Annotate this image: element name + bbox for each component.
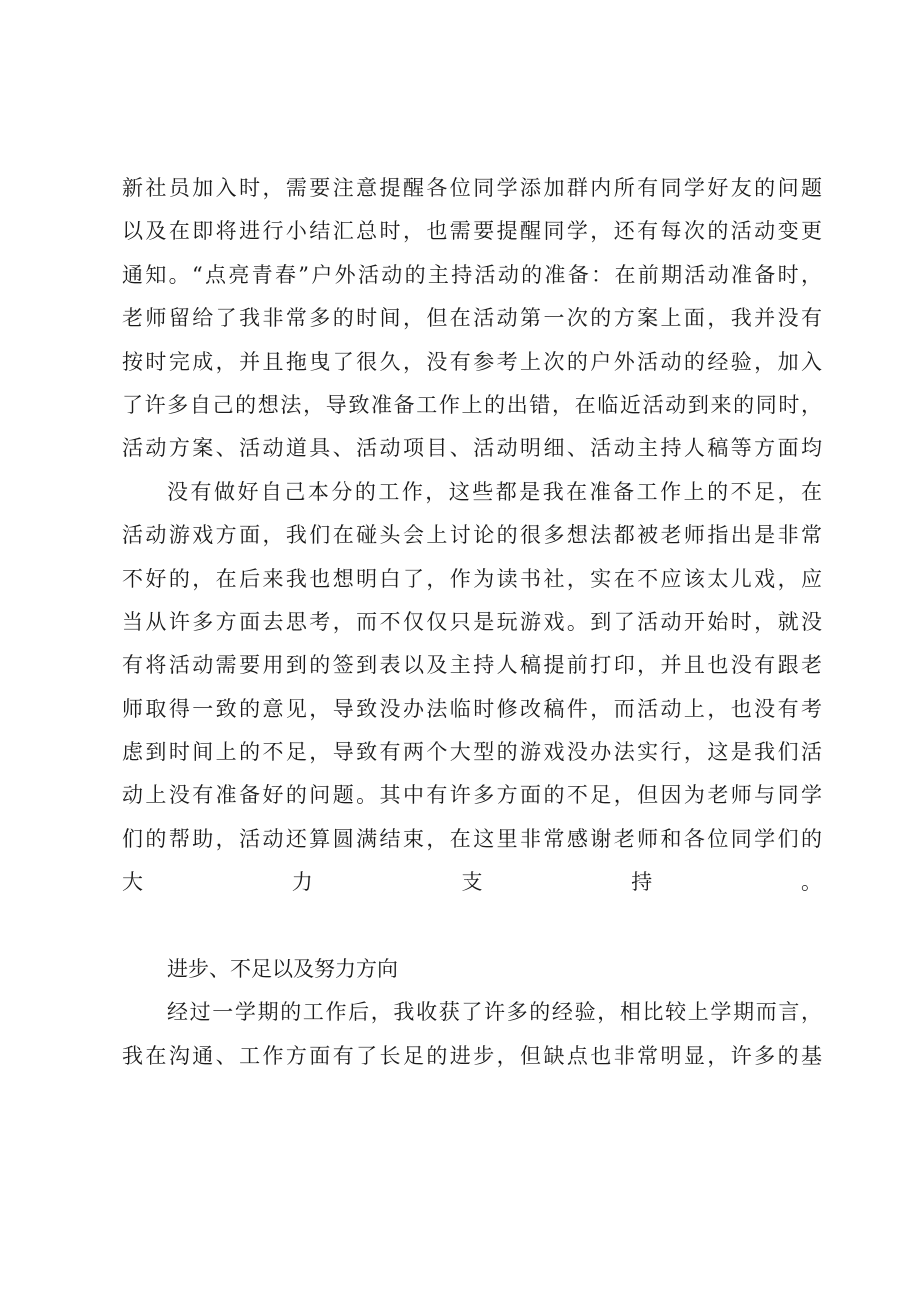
text-line: 我在沟通、工作方面有了长足的进步，但缺点也非常明显，许多的基 (122, 1043, 822, 1068)
text-line: 活动方案、活动道具、活动项目、活动明细、活动主持人稿等方面均 (122, 436, 822, 461)
text-line: 不好的，在后来我也想明白了，作为读书社，实在不应该太儿戏，应 (122, 566, 822, 591)
paragraph-2 (122, 471, 822, 948)
text-line: 按时完成，并且拖曳了很久，没有参考上次的户外活动的经验，加入 (122, 349, 822, 374)
text-line (122, 905, 822, 948)
text-line: 们的帮助，活动还算圆满结束，在这里非常感谢老师和各位同学们的 (122, 826, 822, 851)
text-line: 虑到时间上的不足，导致有两个大型的游戏没办法实行，这是我们活 (122, 740, 822, 765)
text-line: 有将活动需要用到的签到表以及主持人稿提前打印，并且也没有跟老 (122, 653, 822, 678)
text-line: 经过一学期的工作后，我收获了许多的经验，相比较上学期而言， (167, 1000, 822, 1025)
text-line: 活动游戏方面，我们在碰头会上讨论的很多想法都被老师指出是非常 (122, 523, 822, 548)
text-line: 了许多自己的想法，导致准备工作上的出错，在临近活动到来的同时， (122, 392, 822, 417)
paragraph-1 (122, 167, 822, 471)
paragraph-4 (122, 991, 822, 1078)
text-line: 老师留给了我非常多的时间，但在活动第一次的方案上面，我并没有 (122, 306, 822, 331)
document-body (122, 167, 822, 1078)
text-line: 当从许多方面去思考，而不仅仅只是玩游戏。到了活动开始时，就没 (122, 609, 822, 634)
text-line: 大力支持。 (122, 870, 822, 895)
text-line: 新社员加入时，需要注意提醒各位同学添加群内所有同学好友的问题 (122, 176, 822, 200)
text-line: 以及在即将进行小结汇总时，也需要提醒同学，还有每次的活动变更 (122, 219, 822, 244)
section-heading: 进步、不足以及努力方向 (167, 957, 398, 982)
text-line: 通知。“点亮青春”户外活动的主持活动的准备：在前期活动准备时， (122, 262, 822, 287)
text-line: 师取得一致的意见，导致没办法临时修改稿件，而活动上，也没有考 (122, 696, 822, 721)
text-line: 动上没有准备好的问题。其中有许多方面的不足，但因为老师与同学 (122, 783, 822, 808)
section-heading-paragraph (122, 948, 822, 991)
text-line: 没有做好自己本分的工作，这些都是我在准备工作上的不足，在 (167, 479, 822, 504)
